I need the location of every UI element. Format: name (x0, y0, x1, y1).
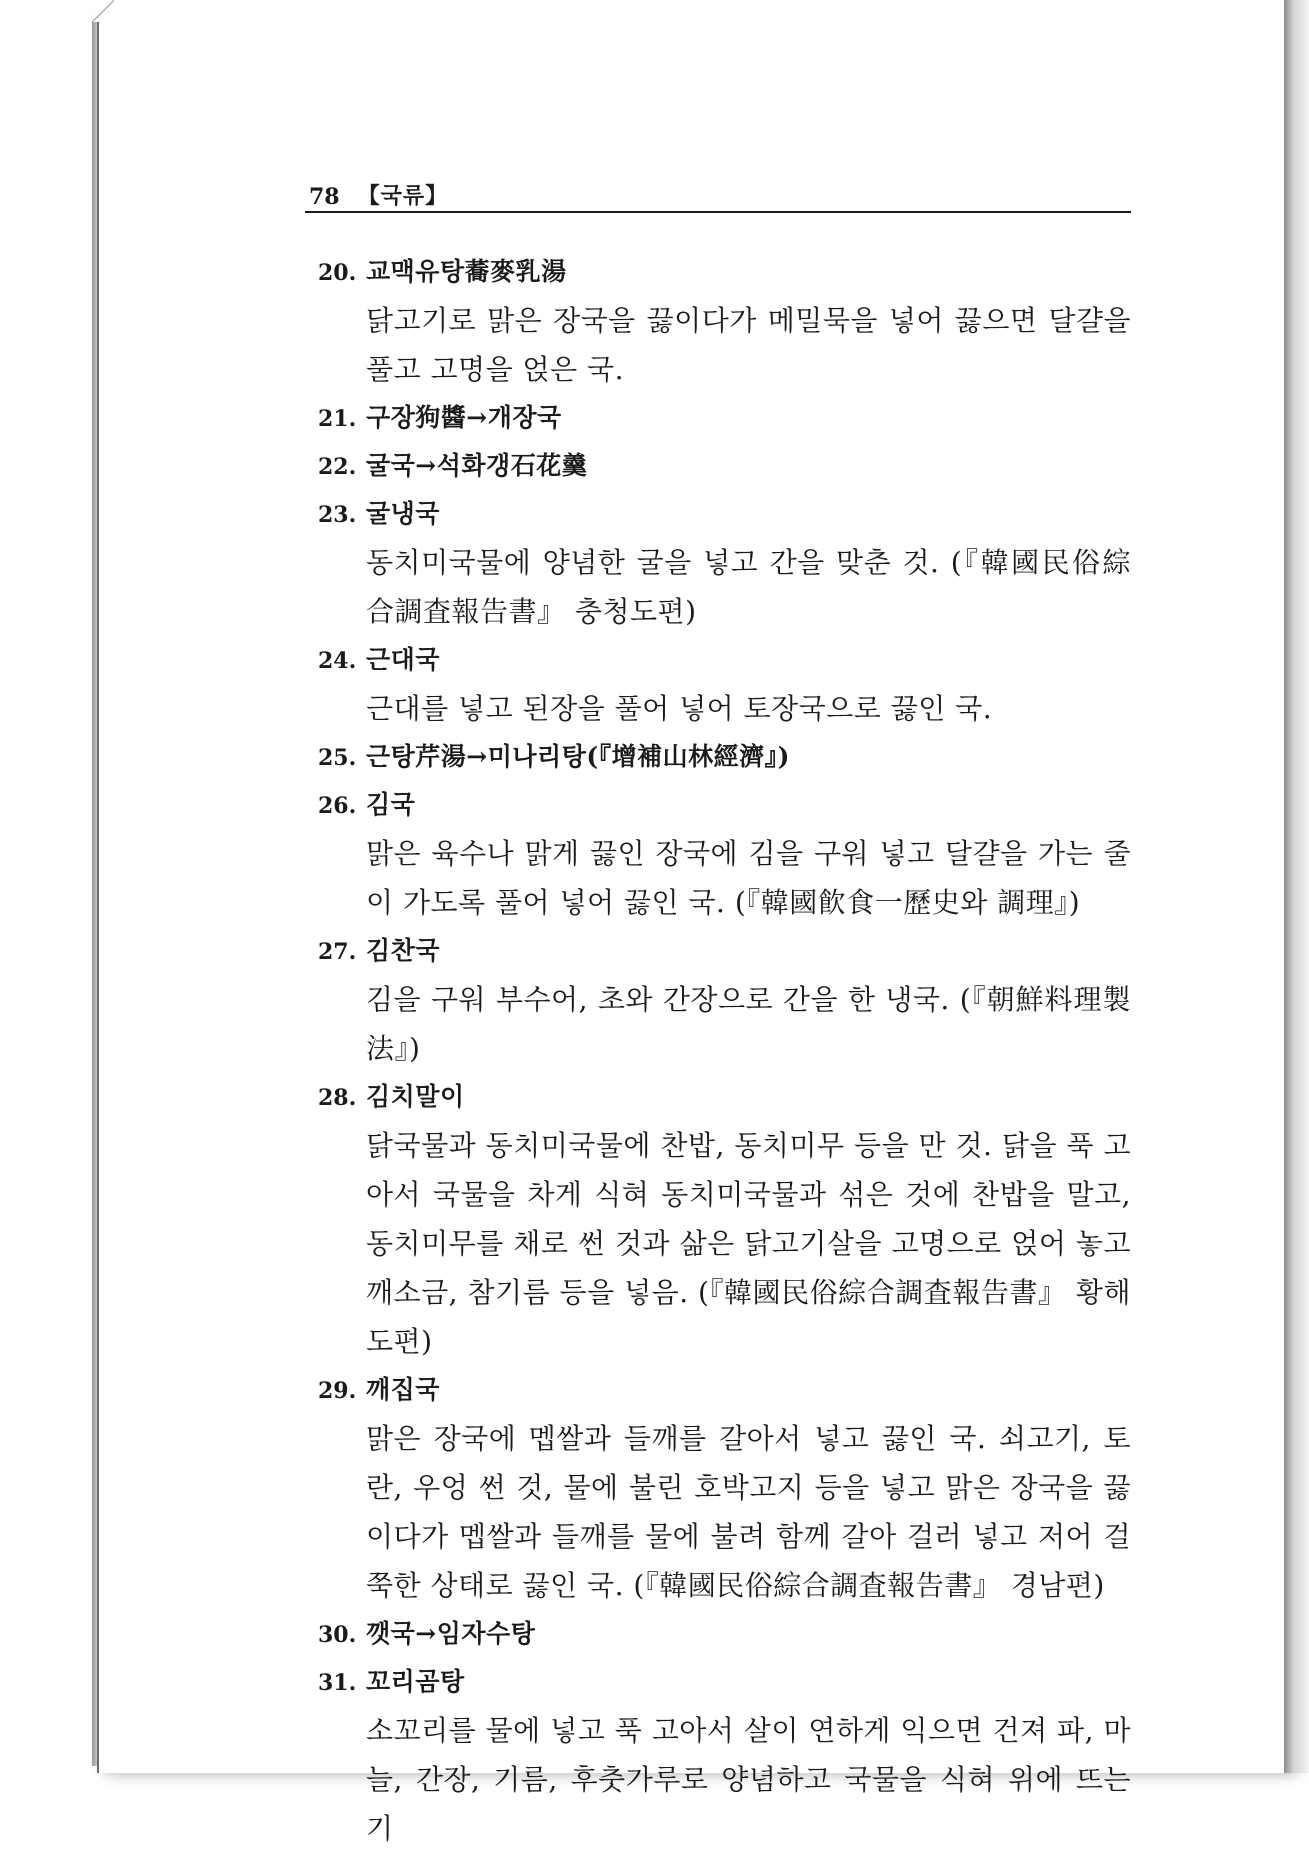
entry-23 (318, 490, 1131, 636)
page-shadow (1284, 0, 1309, 1773)
entry-title: 꼬리곰탕 (366, 1667, 465, 1696)
entry-title: 근대국 (366, 645, 440, 674)
entry-number: 22. (318, 454, 357, 480)
entry-body: 근대를 넣고 된장을 풀어 넣어 토장국으로 끓인 국. (366, 692, 993, 725)
entry-number: 30. (318, 1622, 357, 1648)
entry-25 (318, 733, 1131, 781)
entry-list (318, 248, 1131, 1853)
entry-number: 31. (318, 1670, 357, 1696)
entry-body: 동치미국물에 양념한 굴을 넣고 간을 맞춘 것. (『韓國民俗綜合調査報告書』 충청도편) (366, 546, 1131, 628)
entry-title: 김치말이 (366, 1082, 465, 1111)
entry-title: 구장狗醬→개장국 (366, 403, 562, 432)
entry-title: 깨집국 (366, 1375, 440, 1404)
entry-title: 굴냉국 (366, 499, 440, 528)
entry-number: 28. (318, 1085, 357, 1111)
entry-number: 24. (318, 648, 357, 674)
entry-20 (318, 248, 1131, 394)
entry-title: 굴국→석화갱石花羹 (366, 451, 588, 480)
entry-number: 20. (318, 260, 357, 286)
entry-number: 21. (318, 406, 357, 432)
entry-body: 맑은 장국에 멥쌀과 들깨를 갈아서 넣고 끓인 국. 쇠고기, 토란, 우엉 썬 것, 물에 불린 호박고지 등을 넣고 맑은 장국을 끓이다가 멥쌀과 들깨를 물에 불려 함께 갈아 걸러 넣고 저어 걸쭉한 상태로 끓인 국. (『韓國民俗綜合調査報告書』 경남편) (366, 1422, 1131, 1602)
entry-27 (318, 927, 1131, 1073)
running-header (309, 170, 1131, 210)
entry-22 (318, 442, 1131, 490)
entry-number: 25. (318, 745, 357, 771)
entry-body: 닭국물과 동치미국물에 찬밥, 동치미무 등을 만 것. 닭을 푹 고아서 국물을 차게 식혀 동치미국물과 섞은 것에 찬밥을 말고, 동치미무를 채로 썬 것과 삶은 닭고기살을 고명으로 얹어 놓고 깨소금, 참기름 등을 넣음. (『韓國民俗綜合調査報告書』 황해도편) (366, 1129, 1131, 1358)
entry-body: 소꼬리를 물에 넣고 푹 고아서 살이 연하게 익으면 건져 파, 마늘, 간장, 기름, 후춧가루로 양념하고 국물을 식혀 위에 뜨는 기 (366, 1714, 1131, 1845)
entry-number: 26. (318, 793, 357, 819)
entry-body: 김을 구워 부수어, 초와 간장으로 간을 한 냉국. (『朝鮮料理製法』) (366, 983, 1131, 1065)
entry-title: 교맥유탕蕎麥乳湯 (366, 257, 567, 286)
entry-title: 김국 (366, 790, 416, 819)
entry-title: 깻국→임자수탕 (366, 1619, 536, 1648)
entry-body: 맑은 육수나 맑게 끓인 장국에 김을 구워 넣고 달걀을 가는 줄이 가도록 풀어 넣어 끓인 국. (『韓國飮食一歷史와 調理』) (366, 837, 1131, 919)
header-rule (305, 211, 1131, 213)
entry-26 (318, 781, 1131, 927)
entry-28 (318, 1073, 1131, 1366)
entry-29 (318, 1366, 1131, 1610)
entry-24 (318, 636, 1131, 733)
entry-number: 23. (318, 502, 357, 528)
entry-body: 닭고기로 맑은 장국을 끓이다가 메밀묵을 넣어 끓으면 달걀을 풀고 고명을 얹은 국. (366, 304, 1131, 386)
entry-21 (318, 394, 1131, 442)
entry-title: 김찬국 (366, 936, 440, 965)
entry-31 (318, 1658, 1131, 1853)
entry-number: 29. (318, 1378, 357, 1404)
page-number: 78 (309, 184, 340, 210)
entry-title: 근탕芹湯→미나리탕(『增補山林經濟』) (366, 742, 791, 771)
entry-number: 27. (318, 939, 357, 965)
page-corner-fold (92, 0, 114, 22)
section-label: 【국류】 (357, 183, 449, 209)
entry-30 (318, 1610, 1131, 1658)
